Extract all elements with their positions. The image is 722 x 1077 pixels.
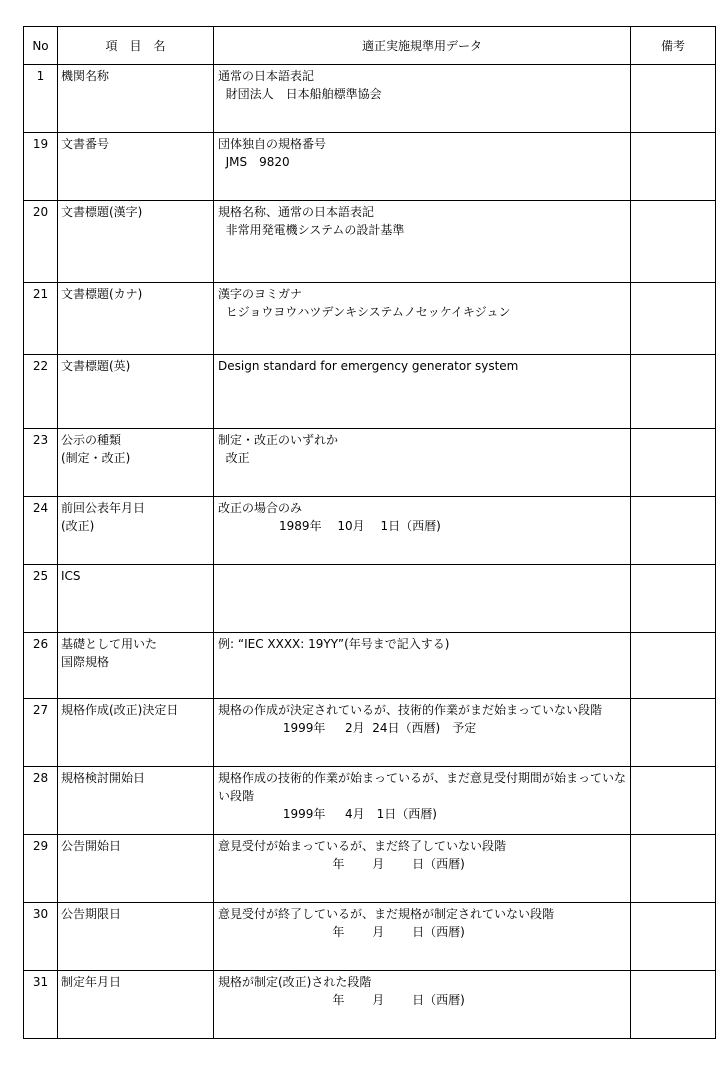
note-cell [631, 283, 716, 355]
row-number: 29 [24, 835, 58, 903]
data-line: 通常の日本語表記 [218, 69, 315, 83]
data-cell [214, 497, 631, 565]
row-number: 30 [24, 903, 58, 971]
item-name [58, 497, 214, 565]
item-name [58, 565, 214, 633]
data-line: 漢字のヨミガナ [218, 287, 303, 301]
table-row [24, 767, 716, 835]
table-row [24, 283, 716, 355]
data-cell [214, 201, 631, 283]
data-cell [214, 283, 631, 355]
data-line: 意見受付が終了しているが、まだ規格が制定されていない段階 [218, 907, 555, 921]
data-line: 規格が制定(改正)された段階 [218, 975, 372, 989]
data-cell [214, 65, 631, 133]
data-cell [214, 767, 631, 835]
row-number: 1 [24, 65, 58, 133]
item-name-line: 前回公表年月日 [61, 501, 146, 515]
item-name [58, 429, 214, 497]
table-row [24, 565, 716, 633]
data-line: 制定・改正のいずれか [218, 433, 339, 447]
item-name-line: 文書番号 [61, 137, 110, 151]
data-line: 団体独自の規格番号 [218, 137, 327, 151]
item-name [58, 767, 214, 835]
note-cell [631, 201, 716, 283]
data-cell [214, 355, 631, 429]
item-name-line: 規格検討開始日 [61, 771, 146, 785]
item-name [58, 903, 214, 971]
data-line: 規格の作成が決定されているが、技術的作業がまだ始まっていない段階 [218, 703, 603, 717]
data-line: 改正 [218, 451, 250, 465]
header-note: 備考 [631, 27, 716, 65]
table-row [24, 903, 716, 971]
item-name-line: (改正) [61, 519, 95, 533]
data-cell [214, 903, 631, 971]
data-cell [214, 565, 631, 633]
note-cell [631, 133, 716, 201]
note-cell [631, 835, 716, 903]
item-name [58, 633, 214, 699]
header-item: 項 目 名 [58, 27, 214, 65]
item-name-line: 基礎として用いた [61, 637, 158, 651]
table-row [24, 201, 716, 283]
table-row [24, 971, 716, 1039]
table-header-row [24, 27, 716, 65]
note-cell [631, 429, 716, 497]
table-row [24, 835, 716, 903]
data-line: 年 月 日（西暦) [218, 857, 465, 871]
data-line: ヒジョウヨウハツデンキシステムノセッケイキジュン [218, 305, 511, 319]
data-line: Design standard for emergency generator system [218, 359, 519, 373]
item-name-line: 公示の種類 [61, 433, 122, 447]
data-line: 例: “IEC XXXX: 19YY”(年号まで記入する) [218, 637, 450, 651]
data-cell [214, 971, 631, 1039]
item-name [58, 65, 214, 133]
note-cell [631, 65, 716, 133]
item-name [58, 971, 214, 1039]
row-number: 20 [24, 201, 58, 283]
data-line: 改正の場合のみ [218, 501, 303, 515]
row-number: 31 [24, 971, 58, 1039]
note-cell [631, 565, 716, 633]
item-name-line: 制定年月日 [61, 975, 122, 989]
item-name-line: 機関名称 [61, 69, 110, 83]
row-number: 21 [24, 283, 58, 355]
data-cell [214, 133, 631, 201]
data-line: 1989年 10月 1日（西暦) [218, 519, 441, 533]
item-name [58, 201, 214, 283]
row-number: 22 [24, 355, 58, 429]
table-row [24, 497, 716, 565]
note-cell [631, 699, 716, 767]
data-line: 1999年 2月 24日（西暦) 予定 [218, 721, 477, 735]
data-line: 年 月 日（西暦) [218, 925, 465, 939]
table-row [24, 699, 716, 767]
item-name [58, 835, 214, 903]
data-cell [214, 835, 631, 903]
table-row [24, 133, 716, 201]
item-name-line: 文書標題(カナ) [61, 287, 143, 301]
row-number: 26 [24, 633, 58, 699]
item-name [58, 133, 214, 201]
note-cell [631, 355, 716, 429]
table-row [24, 633, 716, 699]
row-number: 28 [24, 767, 58, 835]
item-name-line: 公告開始日 [61, 839, 122, 853]
item-name-line: (制定・改正) [61, 451, 131, 465]
table-row [24, 355, 716, 429]
data-cell [214, 633, 631, 699]
header-no: No [24, 27, 58, 65]
note-cell [631, 497, 716, 565]
item-name [58, 355, 214, 429]
data-line: 年 月 日（西暦) [218, 993, 465, 1007]
note-cell [631, 903, 716, 971]
item-name-line: 規格作成(改正)決定日 [61, 703, 179, 717]
data-line: 財団法人 日本船舶標準協会 [218, 87, 382, 101]
note-cell [631, 767, 716, 835]
table-row [24, 65, 716, 133]
row-number: 19 [24, 133, 58, 201]
item-name-line: 国際規格 [61, 655, 110, 669]
data-line: 規格名称、通常の日本語表記 [218, 205, 375, 219]
row-number: 23 [24, 429, 58, 497]
note-cell [631, 633, 716, 699]
standards-data-table [23, 26, 716, 1039]
data-cell [214, 429, 631, 497]
item-name-line: ICS [61, 569, 81, 583]
data-line: 意見受付が始まっているが、まだ終了していない段階 [218, 839, 507, 853]
item-name-line: 文書標題(漢字) [61, 205, 143, 219]
item-name [58, 283, 214, 355]
item-name-line: 公告期限日 [61, 907, 122, 921]
row-number: 24 [24, 497, 58, 565]
header-data: 適正実施規準用データ [214, 27, 631, 65]
row-number: 25 [24, 565, 58, 633]
note-cell [631, 971, 716, 1039]
data-line: 1999年 4月 1日（西暦) [218, 807, 437, 821]
item-name [58, 699, 214, 767]
data-line: 非常用発電機システムの設計基準 [218, 223, 405, 237]
data-cell [214, 699, 631, 767]
data-line: JMS 9820 [218, 155, 290, 169]
data-line: 規格作成の技術的作業が始まっているが、まだ意見受付期間が始まっていない段階 [218, 771, 627, 803]
item-name-line: 文書標題(英) [61, 359, 131, 373]
table-row [24, 429, 716, 497]
row-number: 27 [24, 699, 58, 767]
